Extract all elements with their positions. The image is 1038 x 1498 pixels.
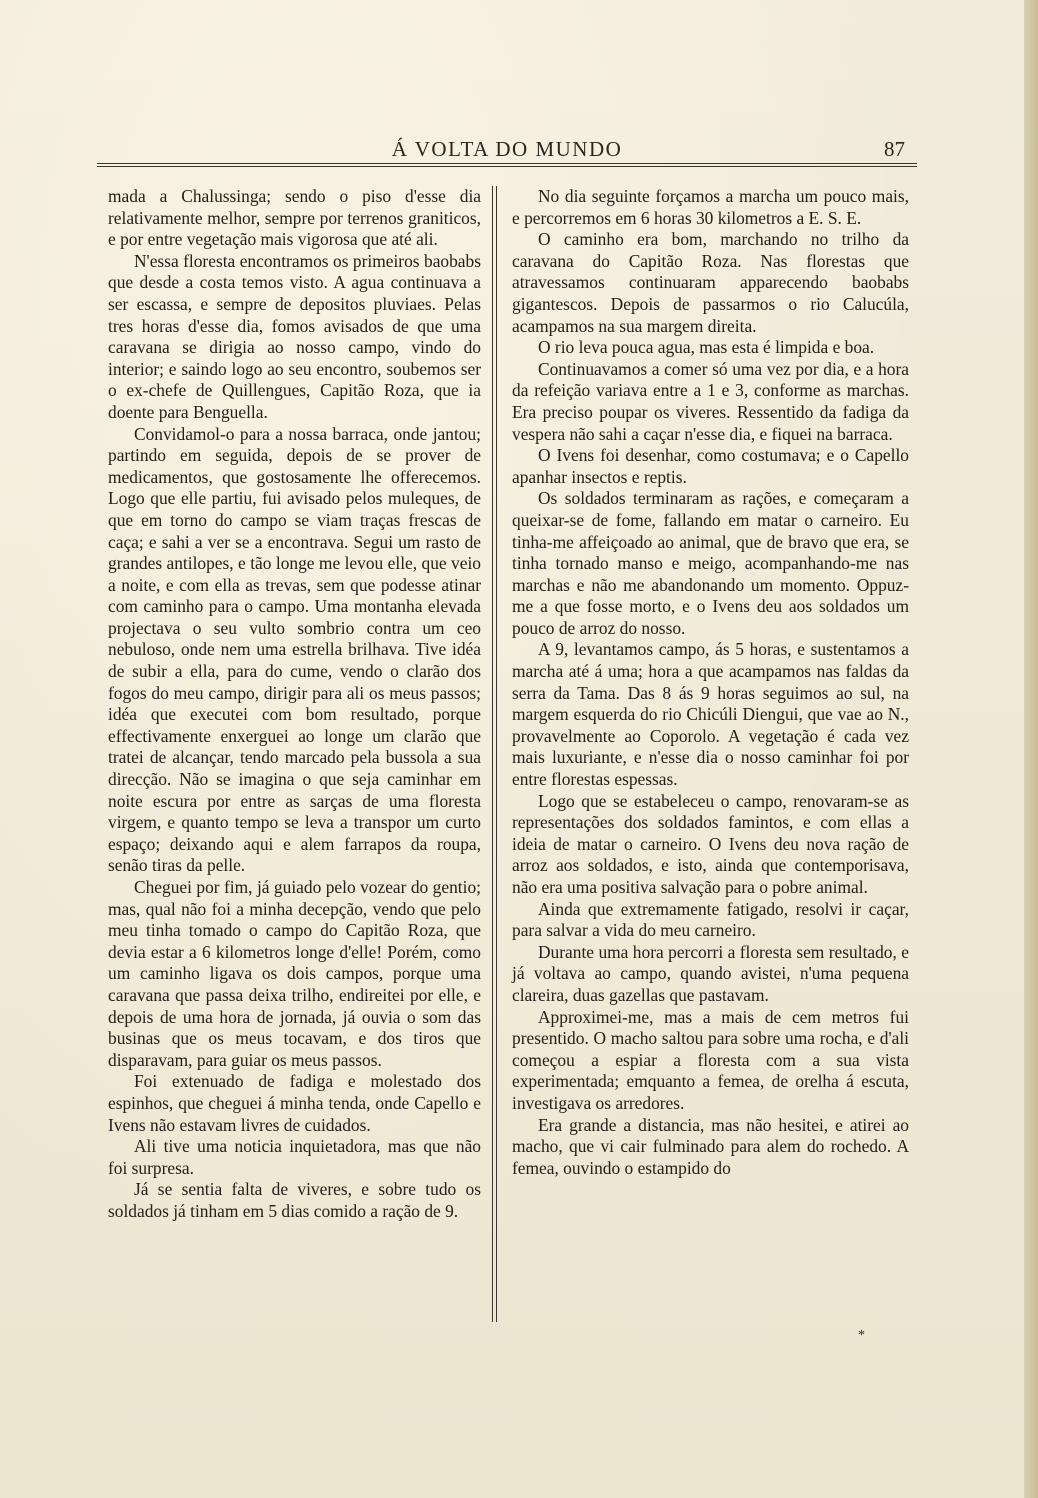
paragraph: Foi extenuado de fadiga e molestado dos espinhos, que cheguei á minha tenda, onde Capello e Ivens não estavam livres de cuidados. [108, 1071, 481, 1135]
paragraph: Ainda que extremamente fatigado, resolvi ir caçar, para salvar a vida do meu carneiro. [512, 898, 909, 941]
paragraph: Approximei-me, mas a mais de cem metros fui presentido. O macho saltou para sobre uma rocha, e d'ali começou a espiar a floresta com a sua vista experimentada; emquanto a femea, de orelha á escuta, investigava os arredores. [512, 1006, 909, 1113]
paragraph: Era grande a distancia, mas não hesitei, e atirei ao macho, que vi cair fulminado para alem do rochedo. A femea, ouvindo o estampido do [512, 1114, 909, 1178]
paragraph: Ali tive uma noticia inquietadora, mas que não foi surpresa. [108, 1136, 481, 1178]
paragraph: O caminho era bom, marchando no trilho da caravana do Capitão Roza. Nas florestas que atravessamos continuaram apparecendo baobabs gigantescos. Depois de passarmos o rio Calucúla, acampamos na sua margem direita. [512, 229, 909, 336]
paragraph: A 9, levantamos campo, ás 5 horas, e sustentamos a marcha até á uma; hora a que acampamos nas faldas da serra da Tama. Das 8 ás 9 horas seguimos ao sul, na margem esquerda do rio Chicúli Diengui, que vae ao N., provavelmente ao Coporolo. A vegetação é cada vez mais luxuriante, e n'esse dia o nosso caminhar foi por entre florestas espessas. [512, 639, 909, 790]
right-column [512, 186, 909, 1179]
paragraph: Já se sentia falta de viveres, e sobre tudo os soldados já tinham em 5 dias comido a ração de 9. [108, 1179, 481, 1221]
page-edge [1024, 0, 1038, 1498]
page-number: 87 [884, 137, 905, 161]
running-title: Á VOLTA DO MUNDO [391, 137, 623, 161]
signature-mark: * [858, 1328, 865, 1343]
paragraph: Logo que se estabeleceu o campo, renovaram-se as representações dos soldados famintos, e com ellas a ideia de matar o carneiro. O Ivens deu nova ração de arroz aos soldados, e isto, ainda que contemporisava, não era uma positiva salvação para o pobre animal. [512, 790, 909, 897]
header-rule [97, 163, 917, 167]
left-column [108, 186, 481, 1223]
paragraph: Cheguei por fim, já guiado pelo vozear do gentio; mas, qual não foi a minha decepção, vendo que pelo meu tinha tomado o campo do Capitão Roza, que devia estar a 6 kilometros longe d'elle! Porém, como um caminho ligava os dois campos, porque uma caravana que passa deixa trilho, endireitei por elle, e depois de uma hora de jornada, já ouvia o som das businas que os meus tocavam, e dos tiros que disparavam, para guiar os meus passos. [108, 877, 481, 1070]
paragraph: O rio leva pouca agua, mas esta é limpida e boa. [538, 337, 875, 358]
paragraph: No dia seguinte forçamos a marcha um pouco mais, e percorremos em 6 horas 30 kilometros a E. S. E. [512, 186, 909, 228]
column-divider [492, 186, 497, 1322]
paragraph: N'essa floresta encontramos os primeiros baobabs que desde a costa temos visto. A agua continuava a ser escassa, e sempre de depositos pluviaes. Pelas tres horas d'esse dia, fomos avisados de que uma caravana se dirigia ao nosso campo, vindo do interior; e saindo logo ao seu encontro, soubemos ser o ex-chefe de Quillengues, Capitão Roza, que ia doente para Benguella. [108, 250, 481, 422]
page-header [97, 133, 917, 165]
paragraph: Convidamol-o para a nossa barraca, onde jantou; partindo em seguida, depois de se prover de medicamentos, que gostosamente lhe offerecemos. Logo que elle partiu, fui avisado pelos muleques, de que em torno do campo se viam traças frescas de caça; e sahi a ver se a encontrava. Segui um rasto de grandes antilopes, e tão longe me levou elle, que veio a noite, e com ella as trevas, sem que podesse atinar com caminho para o campo. Uma montanha elevada projectava o seu vulto sombrio contra um ceo nebuloso, onde nem uma estrella brilhava. Tive idéa de subir a ella, para do cume, vendo o clarão dos fogos do meu campo, dirigir para ali os meus passos; idéa que executei com bom resultado, porque effectivamente enxerguei ao longe um clarão que tratei de alcançar, tendo marcado pela bussola a sua direcção. Não se imagina o que seja caminhar em noite escura por entre as sarças de uma floresta virgem, e quanto tempo se leva a transpor um curto espaço; deixando aqui e alem farrapos da roupa, senão tiras da pelle. [108, 423, 481, 876]
paragraph: Continuavamos a comer só uma vez por dia, e a hora da refeição variava entre a 1 e 3, conforme as marchas. Era preciso poupar os viveres. Ressentido da fadiga da vespera não sahi a caçar n'esse dia, e fiquei na barraca. [512, 358, 909, 444]
paragraph: Os soldados terminaram as rações, e começaram a queixar-se de fome, fallando em matar o carneiro. Eu tinha-me affeiçoado ao animal, que de bravo que era, se tinha tornado manso e meigo, acompanhando-me nas marchas e não me abandonando um momento. Oppuz-me a que fosse morto, e o Ivens deu aos soldados um pouco de arroz do nosso. [512, 488, 909, 638]
paragraph: O Ivens foi desenhar, como costumava; e o Capello apanhar insectos e reptis. [512, 445, 909, 487]
paragraph: mada a Chalussinga; sendo o piso d'esse dia relativamente melhor, sempre por terrenos graniticos, e por entre vegetação mais vigorosa que até ali. [108, 186, 481, 250]
paragraph: Durante uma hora percorri a floresta sem resultado, e já voltava ao campo, quando avistei, n'uma pequena clareira, duas gazellas que pastavam. [512, 941, 909, 1005]
